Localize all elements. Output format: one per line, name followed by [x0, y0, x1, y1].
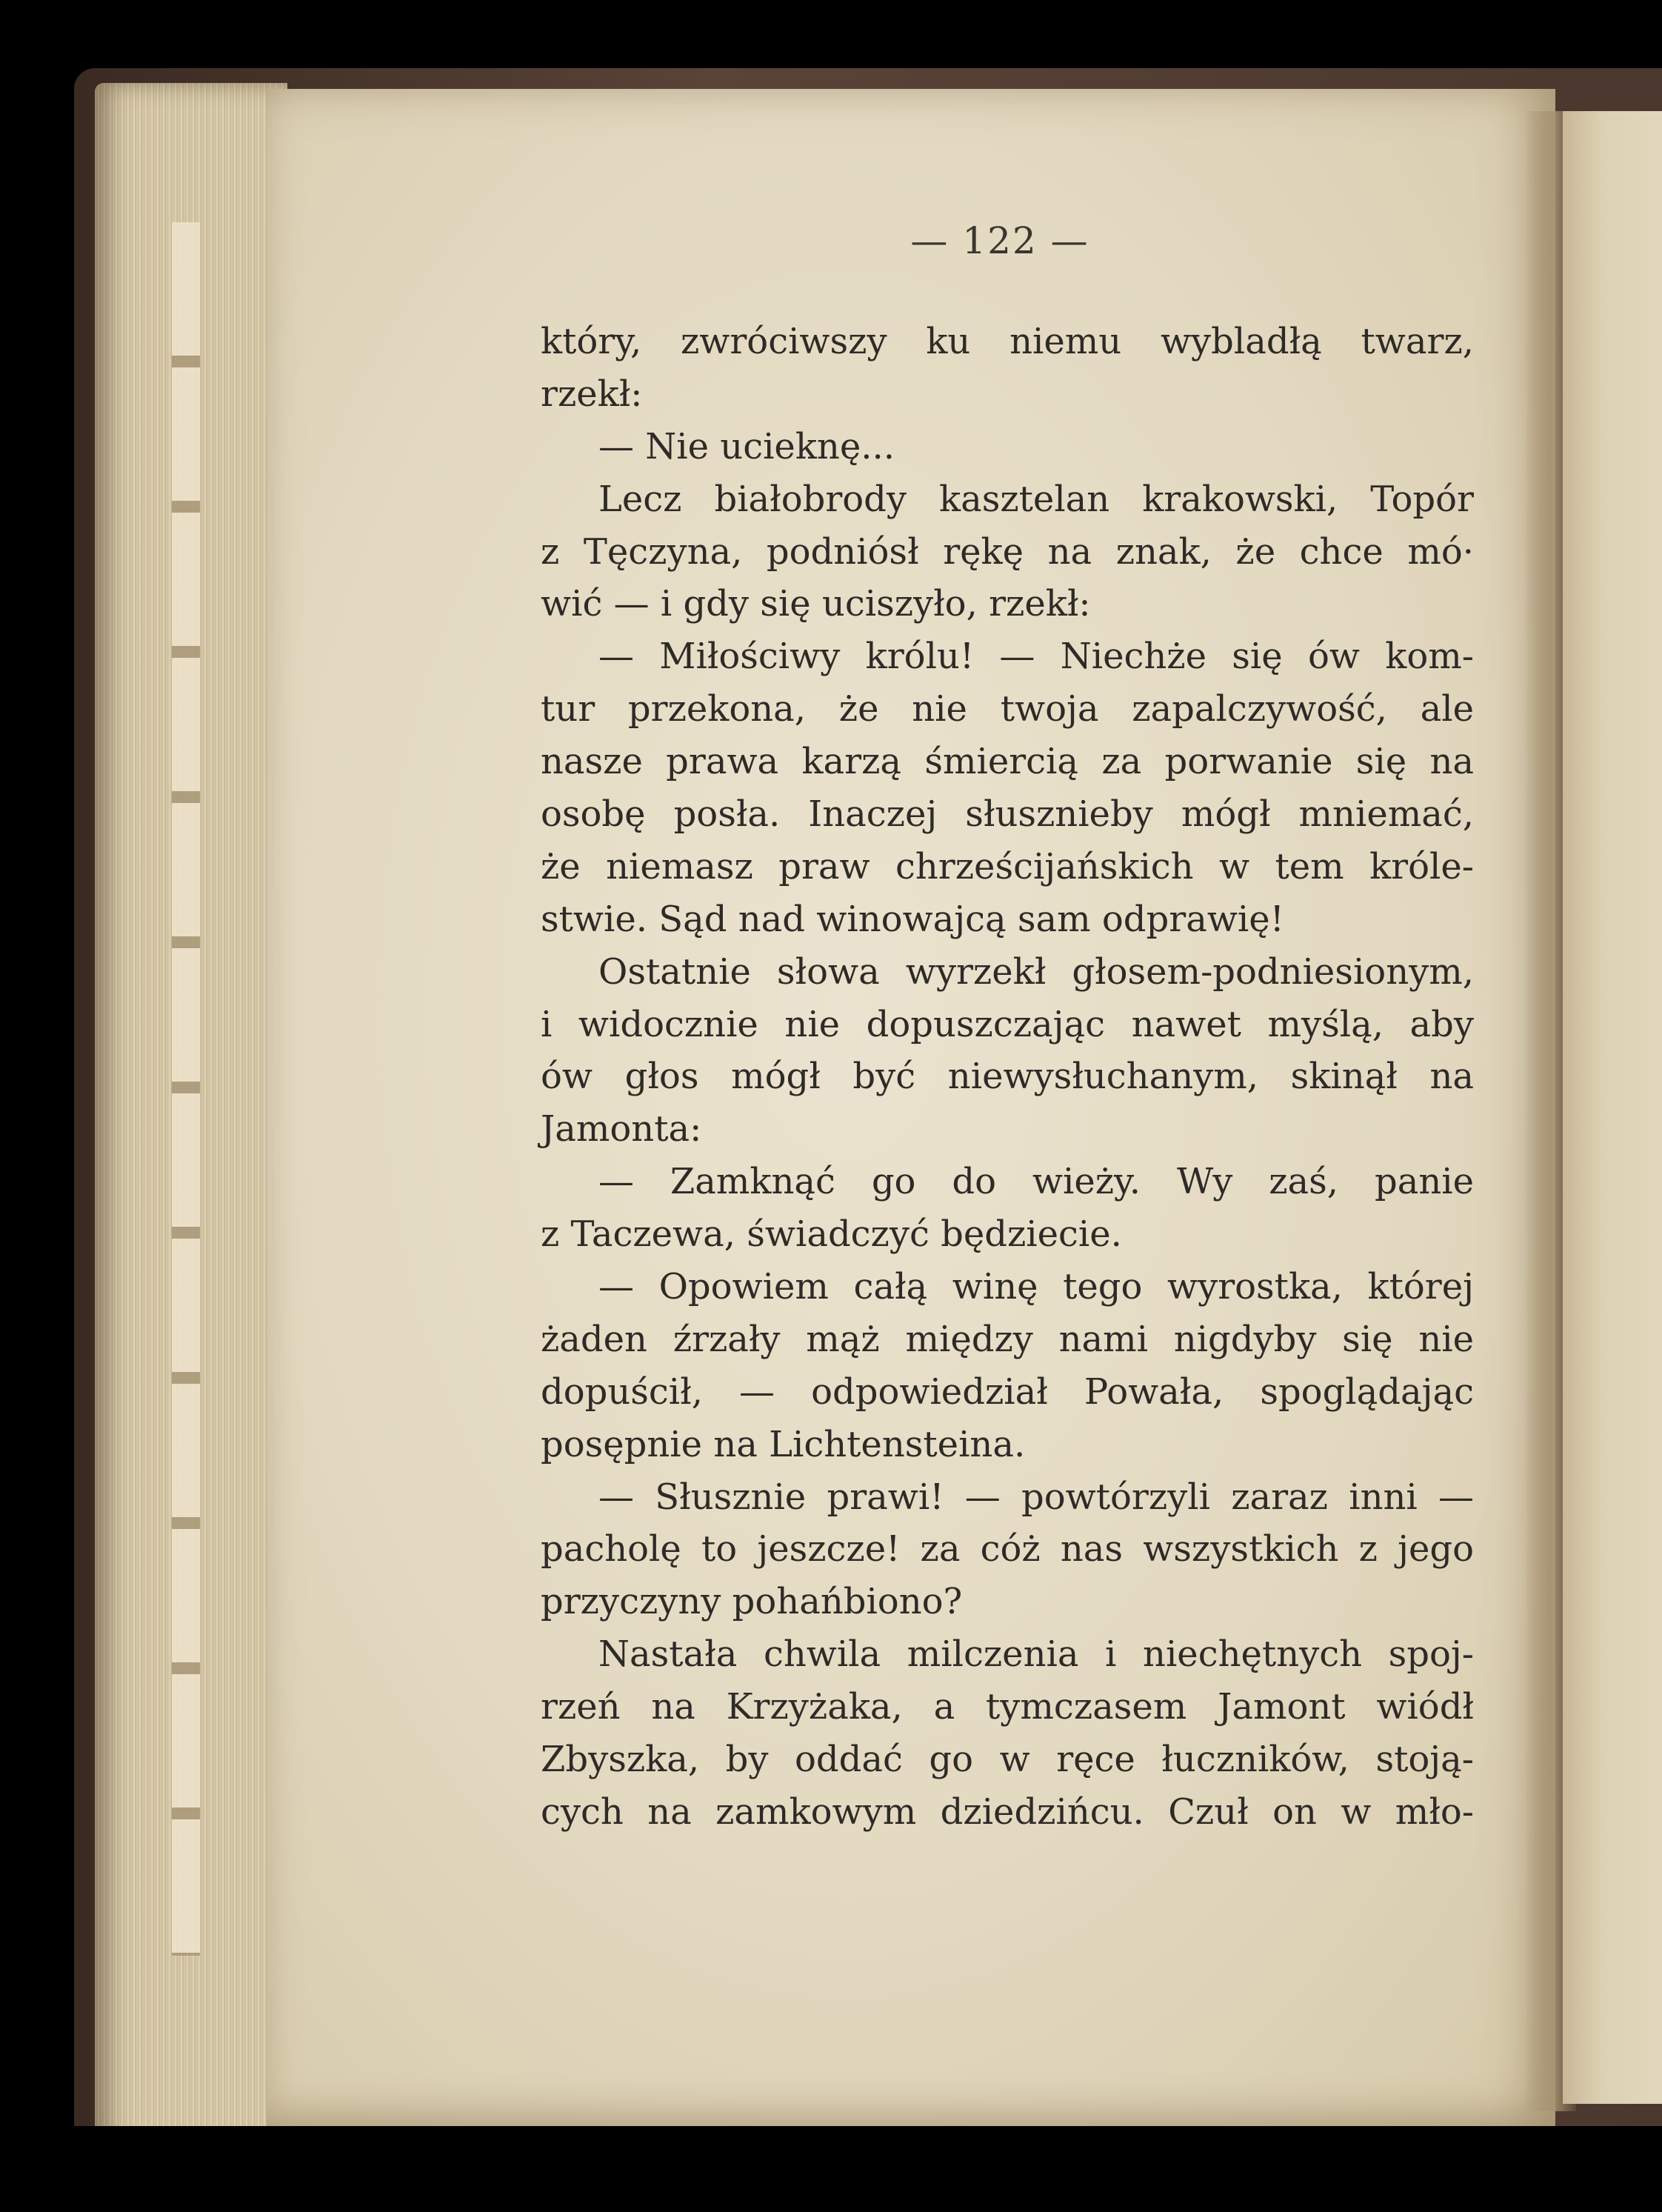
text-line: z Tęczyna, podniósł rękę na znak, że chce mó·	[541, 530, 1474, 573]
text-line: pacholę to jeszcze! za cóż nas wszystkich z jego	[541, 1528, 1474, 1570]
text-line: stwie. Sąd nad winowajcą sam odprawię!	[541, 898, 1284, 940]
text-line: że niemasz praw chrześcijańskich w tem króle-	[541, 845, 1474, 887]
right-page-edge	[1563, 111, 1662, 2104]
text-line: i widocznie nie dopuszczając nawet myślą, aby	[541, 1003, 1474, 1045]
text-line: rzekł:	[541, 373, 643, 415]
text-line: — Opowiem całą winę tego wyrostka, której	[598, 1266, 1474, 1308]
text-line: z Taczewa, świadczyć będziecie.	[541, 1213, 1122, 1256]
text-line: Ostatnie słowa wyrzekł głosem-podniesionym,	[598, 950, 1474, 993]
binding-tabs	[172, 222, 200, 1956]
text-line: żaden źrzały mąż między nami nigdyby się nie	[541, 1318, 1474, 1360]
body-text	[541, 316, 1474, 1839]
text-line: dopuścił, — odpowiedział Powała, spoglądając	[541, 1370, 1474, 1413]
text-line: który, zwróciwszy ku niemu wybladłą twarz,	[541, 321, 1474, 362]
text-line: posępnie na Lichtensteina.	[541, 1423, 1026, 1465]
text-line: Zbyszka, by oddać go w ręce łuczników, stoją-	[541, 1739, 1474, 1781]
text-line: rzeń na Krzyżaka, a tymczasem Jamont wiódł	[541, 1686, 1474, 1728]
text-line: Nastała chwila milczenia i niechętnych spoj-	[598, 1633, 1474, 1676]
text-line: — Nie ucieknę...	[598, 425, 895, 467]
text-line: tur przekona, że nie twoja zapalczywość, ale	[541, 688, 1474, 730]
text-line: Lecz białobrody kasztelan krakowski, Topór	[598, 478, 1474, 520]
text-line: wić — i gdy się uciszyło, rzekł:	[541, 583, 1091, 625]
text-line: — Zamknąć go do wieży. Wy zaś, panie	[598, 1161, 1474, 1203]
text-line: osobę posła. Inaczej słusznieby mógł mniemać,	[541, 793, 1474, 836]
text-line: nasze prawa karzą śmiercią za porwanie się na	[541, 741, 1474, 783]
background-band	[0, 2126, 1662, 2212]
text-line: Jamonta:	[541, 1108, 702, 1150]
text-line: cych na zamkowym dziedzińcu. Czuł on w mło-	[541, 1790, 1474, 1833]
text-line: przyczyny pohańbiono?	[541, 1581, 963, 1623]
text-line: — Słusznie prawi! — powtórzyli zaraz inni —	[598, 1476, 1474, 1518]
text-line: ów głos mógł być niewysłuchanym, skinął na	[541, 1056, 1474, 1098]
text-line: — Miłościwy królu! — Niechże się ów kom-	[598, 636, 1474, 678]
page-number: — 122 —	[910, 219, 1089, 262]
